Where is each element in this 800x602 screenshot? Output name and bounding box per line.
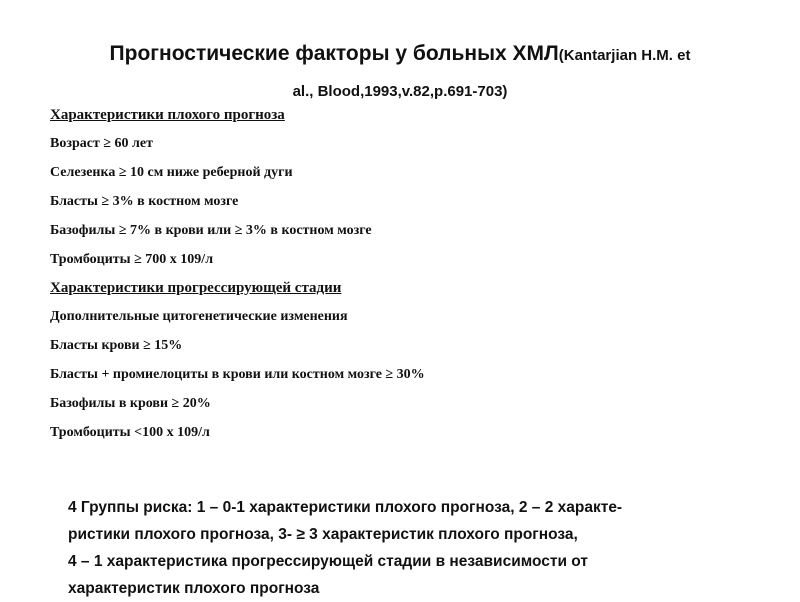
poor-prognosis-section [50,102,770,274]
citation-part-1: (Kantarjian H.M. et [558,47,691,64]
poor-prognosis-item: Селезенка ≥ 10 см ниже реберной дуги [50,165,293,180]
citation-part-2: al., Blood,1993,v.82,p.691-703) [292,83,508,100]
risk-groups-line: характеристик плохого прогноза [68,580,320,597]
progressive-stage-item: Бласты + промиелоциты в крови или костном мозге ≥ 30% [50,367,425,382]
title-line-1 [40,36,760,74]
risk-groups-line: ристики плохого прогноза, 3- ≥ 3 характеристик плохого прогноза, [68,526,578,543]
poor-prognosis-item: Возраст ≥ 60 лет [50,136,153,151]
poor-prognosis-item: Базофилы ≥ 7% в крови или ≥ 3% в костном мозге [50,223,372,238]
poor-prognosis-item: Бласты ≥ 3% в костном мозге [50,194,239,209]
slide-title [40,36,760,110]
progressive-stage-item: Дополнительные цитогенетические изменения [50,309,348,324]
risk-groups-line: 4 – 1 характеристика прогрессирующей стадии в независимости от [68,553,588,570]
progressive-stage-item: Базофилы в крови ≥ 20% [50,396,211,411]
progressive-stage-item: Тромбоциты <100 х 109/л [50,425,210,440]
progressive-stage-section [50,275,770,447]
poor-prognosis-heading: Характеристики плохого прогноза [50,107,285,123]
progressive-stage-item: Бласты крови ≥ 15% [50,338,183,353]
risk-groups-line: 4 Группы риска: 1 – 0-1 характеристики плохого прогноза, 2 – 2 характе- [68,499,623,516]
title-text: Прогностические факторы у больных ХМЛ [109,42,559,65]
risk-groups-paragraph [68,494,758,602]
poor-prognosis-item: Тромбоциты ≥ 700 х 109/л [50,252,214,267]
progressive-stage-heading: Характеристики прогрессирующей стадии [50,280,342,296]
